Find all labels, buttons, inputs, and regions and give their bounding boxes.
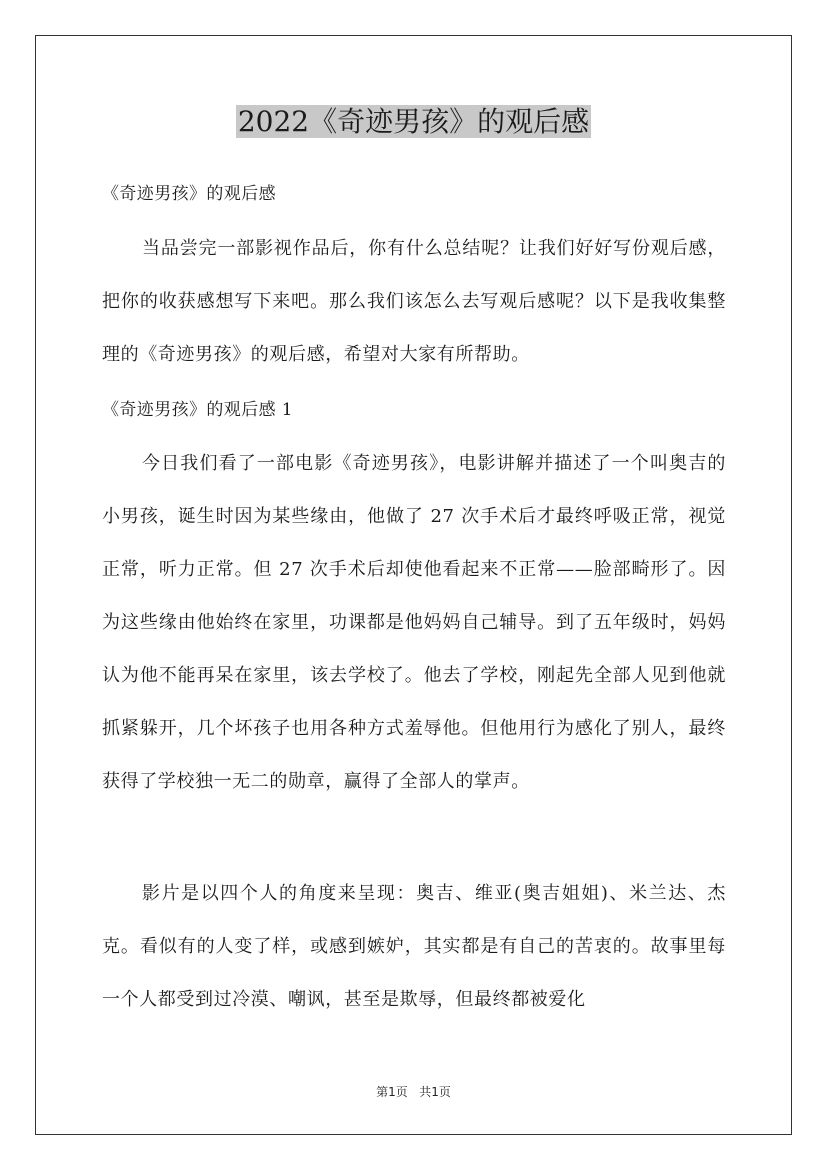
section-heading: 《奇迹男孩》的观后感 1 xyxy=(102,400,294,420)
page-total: 共1页 xyxy=(419,1085,451,1099)
document-title xyxy=(0,100,827,144)
document-subtitle: 《奇迹男孩》的观后感 xyxy=(102,184,276,204)
document-title-text: 2022《奇迹男孩》的观后感 xyxy=(237,105,590,138)
section-paragraph-2: 影片是以四个人的角度来呈现：奥吉、维亚(奥吉姐姐)、米兰达、杰克。看似有的人变了样，或感到嫉妒，其实都是有自己的苦衷的。故事里每一个人都受到过冷漠、嘲讽，甚至是欺辱，但最终都被爱化 xyxy=(102,883,726,1010)
page-footer xyxy=(0,1083,827,1100)
section-paragraph-1: 今日我们看了一部电影《奇迹男孩》，电影讲解并描述了一个叫奥吉的小男孩，诞生时因为某些缘由，他做了 27 次手术后才最终呼吸正常，视觉正常，听力正常。但 27 次手术后却使他看起来不正常——脸部畸形了。因为这些缘由他始终在家里，功课都是他妈妈自己辅导。到了五年级时，妈妈认为他不能再呆在家里，该去学校了。他去了学校，刚起先全部人见到他就抓紧躲开，几个坏孩子也用各种方式羞辱他。但他用行为感化了别人，最终获得了学校独一无二的勋章，赢得了全部人的掌声。 xyxy=(102,453,726,792)
intro-paragraph: 当品尝完一部影视作品后，你有什么总结呢？让我们好好写份观后感，把你的收获感想写下来吧。那么我们该怎么去写观后感呢？以下是我收集整理的《奇迹男孩》的观后感，希望对大家有所帮助。 xyxy=(102,238,726,365)
page-number: 第1页 xyxy=(376,1085,408,1099)
